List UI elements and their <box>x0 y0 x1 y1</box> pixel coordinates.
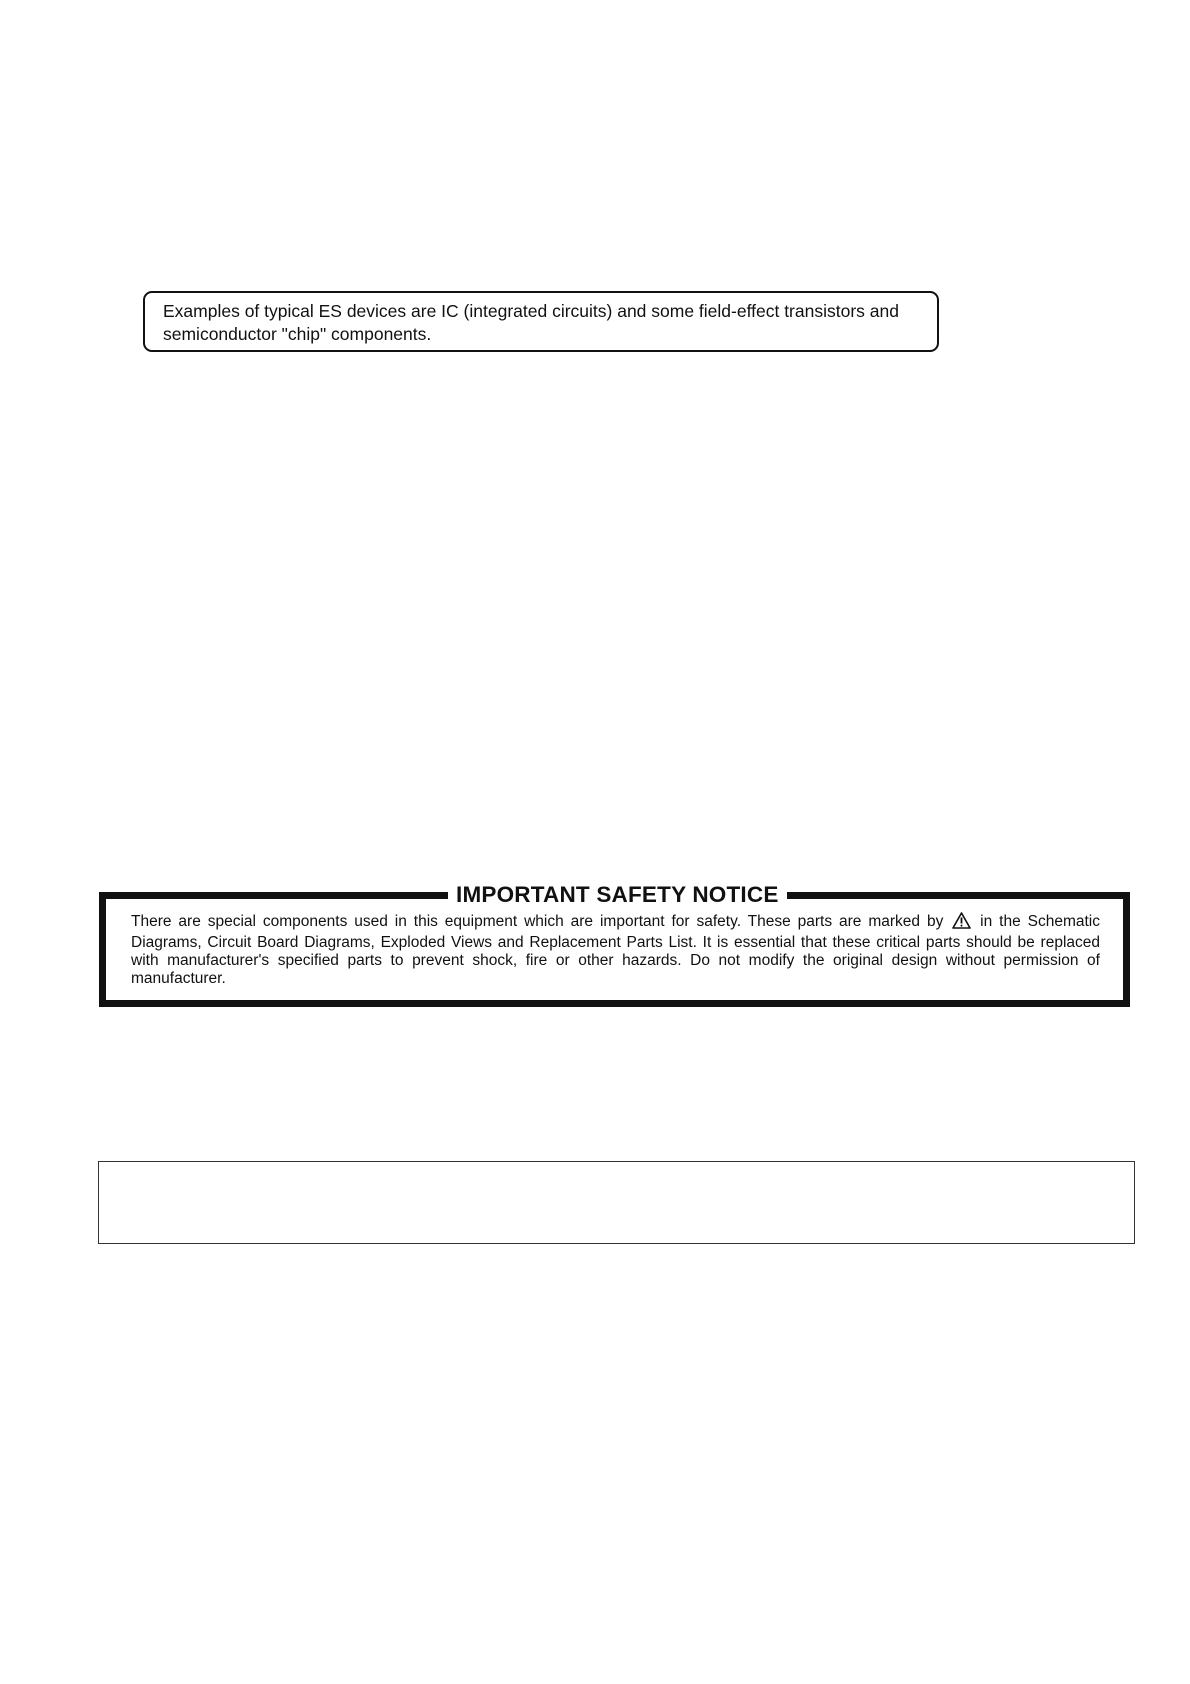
empty-bordered-box <box>98 1161 1135 1244</box>
es-devices-note-text: Examples of typical ES devices are IC (integrated circuits) and some field-effect transistors and semiconductor "chip" components. <box>163 301 899 344</box>
safety-notice-text-before-icon: There are special components used in this equipment which are important for safety. These parts are marked by <box>131 913 944 930</box>
warning-triangle-icon <box>952 912 971 934</box>
safety-notice-title: IMPORTANT SAFETY NOTICE <box>448 881 787 909</box>
es-devices-note-box <box>143 291 939 352</box>
safety-notice-text-after-icon: in the Schematic Diagrams, Circuit Board Diagrams, Exploded Views and Replacement Parts List. It is essential that these critical parts should be replaced with manufacturer's specified parts to prevent shock, fire or other hazards. Do not modify the original design without permission of manufacturer. <box>131 913 1100 987</box>
safety-notice-body <box>131 912 1100 988</box>
